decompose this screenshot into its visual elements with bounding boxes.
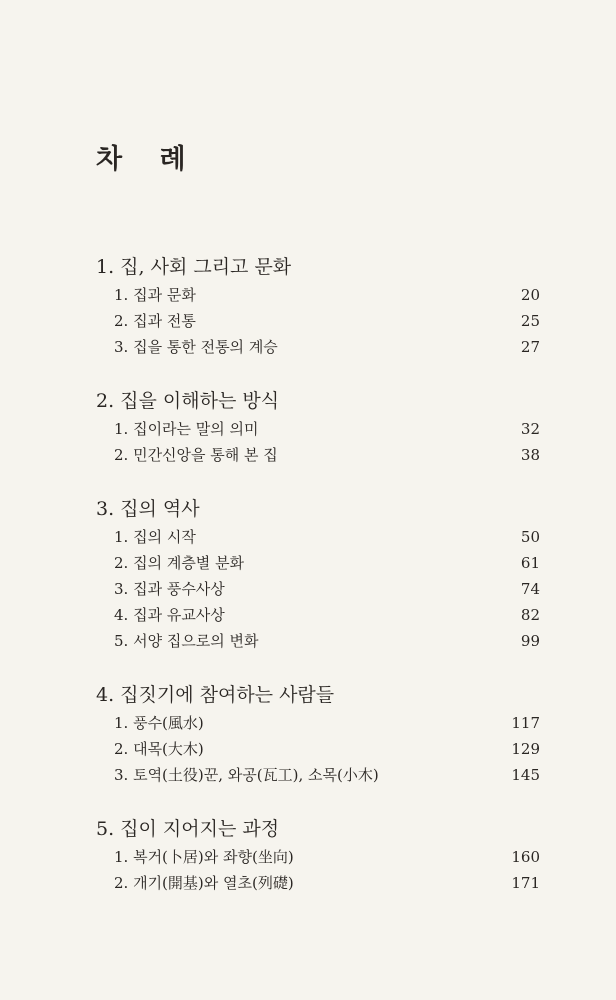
entry-page-number: 27 [520,338,540,356]
entry-label: 1. 집과 문화 [114,286,196,304]
entry-list [96,710,540,788]
section-heading: 4. 집짓기에 참여하는 사람들 [96,684,335,706]
entry-label: 4. 집과 유교사상 [114,606,225,624]
toc-entry [96,308,540,334]
entry-page-number: 82 [520,606,540,624]
entry-label: 3. 집과 풍수사상 [114,580,225,598]
section-spacer [96,468,540,494]
entry-page-number: 50 [520,528,540,546]
section-spacer [96,654,540,680]
toc-entry [96,602,540,628]
entry-page-number: 61 [520,554,540,572]
entry-label: 2. 집과 전통 [114,312,196,330]
section-spacer [96,788,540,814]
toc-entry [96,524,540,550]
entry-page-number: 129 [511,740,540,758]
entry-page-number: 99 [520,632,540,650]
toc-section [96,252,540,360]
entry-page-number: 117 [511,714,540,732]
entry-label: 2. 집의 계층별 분화 [114,554,245,572]
toc-entry [96,550,540,576]
entry-label: 1. 복거(卜居)와 좌향(坐向) [114,848,294,866]
toc-entry [96,844,540,870]
entry-page-number: 145 [511,766,540,784]
toc-entry [96,442,540,468]
entry-page-number: 25 [520,312,540,330]
entry-list [96,844,540,896]
toc-section [96,386,540,468]
entry-label: 2. 민간신앙을 통해 본 집 [114,446,278,464]
entry-list [96,282,540,360]
entry-label: 3. 집을 통한 전통의 계승 [114,338,278,356]
toc-section [96,680,540,788]
page-title: 차 례 [96,144,200,175]
entry-page-number: 160 [511,848,540,866]
toc-entry [96,416,540,442]
section-heading: 2. 집을 이해하는 방식 [96,390,280,412]
section-heading: 5. 집이 지어지는 과정 [96,818,280,840]
section-heading: 1. 집, 사회 그리고 문화 [96,256,292,278]
toc-entry [96,762,540,788]
entry-page-number: 32 [520,420,540,438]
entry-label: 1. 집이라는 말의 의미 [114,420,259,438]
section-heading: 3. 집의 역사 [96,498,200,520]
entry-page-number: 38 [520,446,540,464]
entry-label: 3. 토역(土役)꾼, 와공(瓦工), 소목(小木) [114,766,379,784]
toc-entry [96,628,540,654]
entry-list [96,416,540,468]
toc-entry [96,334,540,360]
toc-entry [96,576,540,602]
table-of-contents [96,252,540,896]
toc-entry [96,870,540,896]
entry-label: 5. 서양 집으로의 변화 [114,632,259,650]
toc-section [96,494,540,654]
entry-page-number: 74 [520,580,540,598]
entry-label: 2. 개기(開基)와 열초(列礎) [114,874,294,892]
toc-section [96,814,540,896]
section-spacer [96,360,540,386]
entry-label: 1. 집의 시작 [114,528,196,546]
toc-entry [96,736,540,762]
entry-page-number: 20 [520,286,540,304]
toc-entry [96,710,540,736]
entry-label: 1. 풍수(風水) [114,714,204,732]
entry-label: 2. 대목(大木) [114,740,204,758]
entry-page-number: 171 [511,874,540,892]
toc-entry [96,282,540,308]
entry-list [96,524,540,654]
